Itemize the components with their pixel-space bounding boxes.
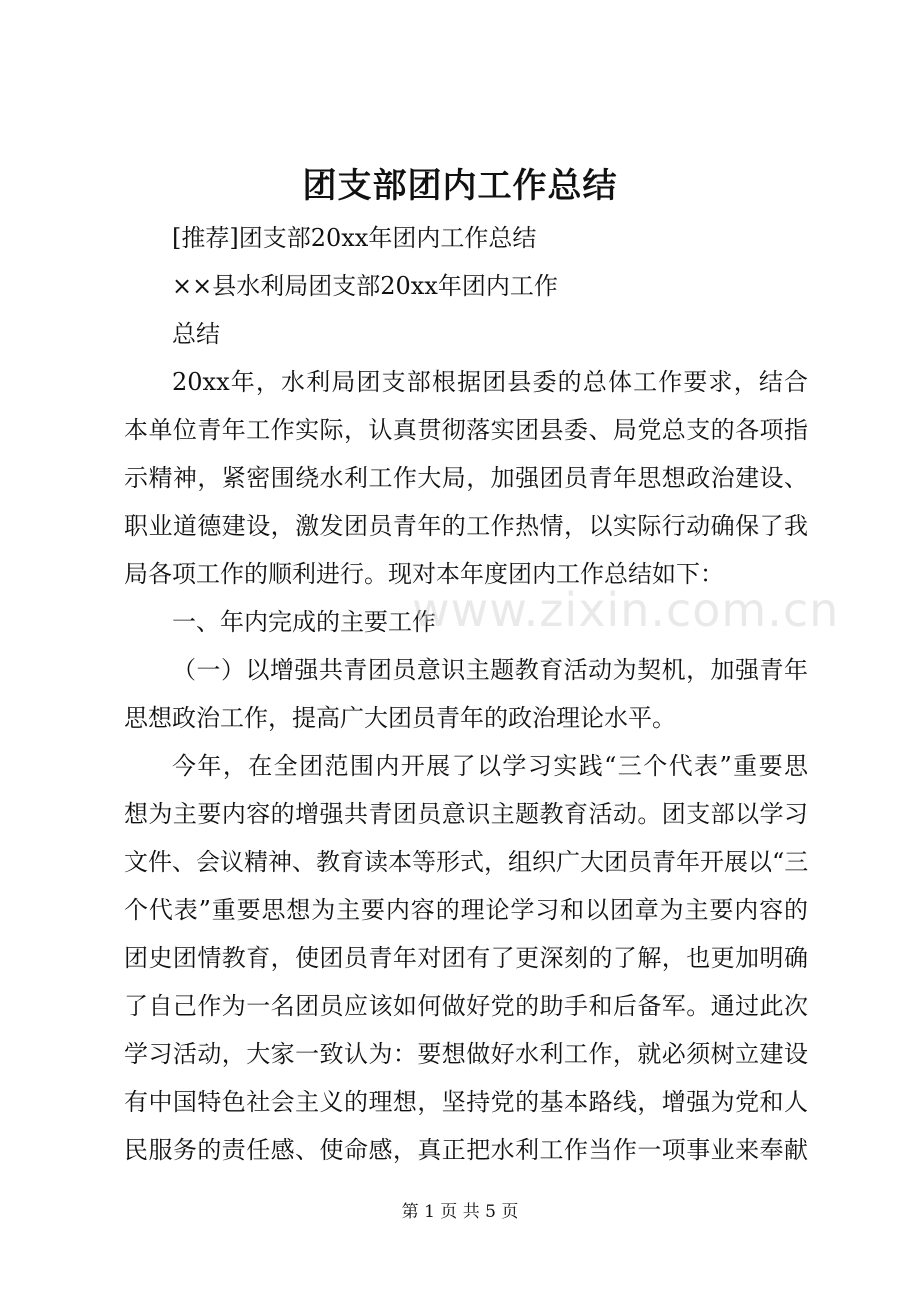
- paragraph-line: 示精神，紧密围绕水利工作大局，加强团员青年思想政治建设、: [124, 464, 808, 492]
- paragraph-line: 今年，在全团范围内开展了以学习实践“三个代表”重要思: [172, 752, 808, 780]
- subtitle-line: 总结: [172, 320, 220, 348]
- subsection-heading: （一）以增强共青团员意识主题教育活动为契机，加强青年: [172, 656, 808, 684]
- page-footer: 第 1 页 共 5 页: [401, 1202, 519, 1222]
- paragraph-line: 局各项工作的顺利进行。现对本年度团内工作总结如下：: [124, 560, 724, 588]
- paragraph-line: 本单位青年工作实际，认真贯彻落实团县委、局党总支的各项指: [124, 416, 808, 444]
- paragraph-line: 20xx年，水利局团支部根据团县委的总体工作要求，结合: [172, 368, 808, 396]
- paragraph-line: 个代表”重要思想为主要内容的理论学习和以团章为主要内容的: [124, 896, 808, 924]
- section-heading: 一、年内完成的主要工作: [172, 608, 436, 636]
- subtitle-line: [推荐]团支部20xx年团内工作总结: [172, 224, 537, 252]
- document-title: 团支部团内工作总结: [302, 166, 618, 206]
- paragraph-line: 学习活动，大家一致认为：要想做好水利工作，就必须树立建设: [124, 1040, 808, 1068]
- subtitle-line: ××县水利局团支部20xx年团内工作: [172, 272, 558, 300]
- paragraph-line: 想为主要内容的增强共青团员意识主题教育活动。团支部以学习: [124, 800, 808, 828]
- paragraph-line: 了自己作为一名团员应该如何做好党的助手和后备军。通过此次: [124, 992, 808, 1020]
- paragraph-line: 民服务的责任感、使命感，真正把水利工作当作一项事业来奉献: [124, 1136, 808, 1164]
- subsection-heading: 思想政治工作，提高广大团员青年的政治理论水平。: [124, 704, 676, 732]
- paragraph-line: 职业道德建设，激发团员青年的工作热情，以实际行动确保了我: [124, 512, 808, 540]
- paragraph-line: 文件、会议精神、教育读本等形式，组织广大团员青年开展以“三: [124, 848, 809, 876]
- document-body: [124, 214, 808, 1174]
- watermark: www.zixin.com.cn: [412, 583, 840, 637]
- paragraph-line: 有中国特色社会主义的理想，坚持党的基本路线，增强为党和人: [124, 1088, 808, 1116]
- paragraph-line: 团史团情教育，使团员青年对团有了更深刻的了解，也更加明确: [124, 944, 808, 972]
